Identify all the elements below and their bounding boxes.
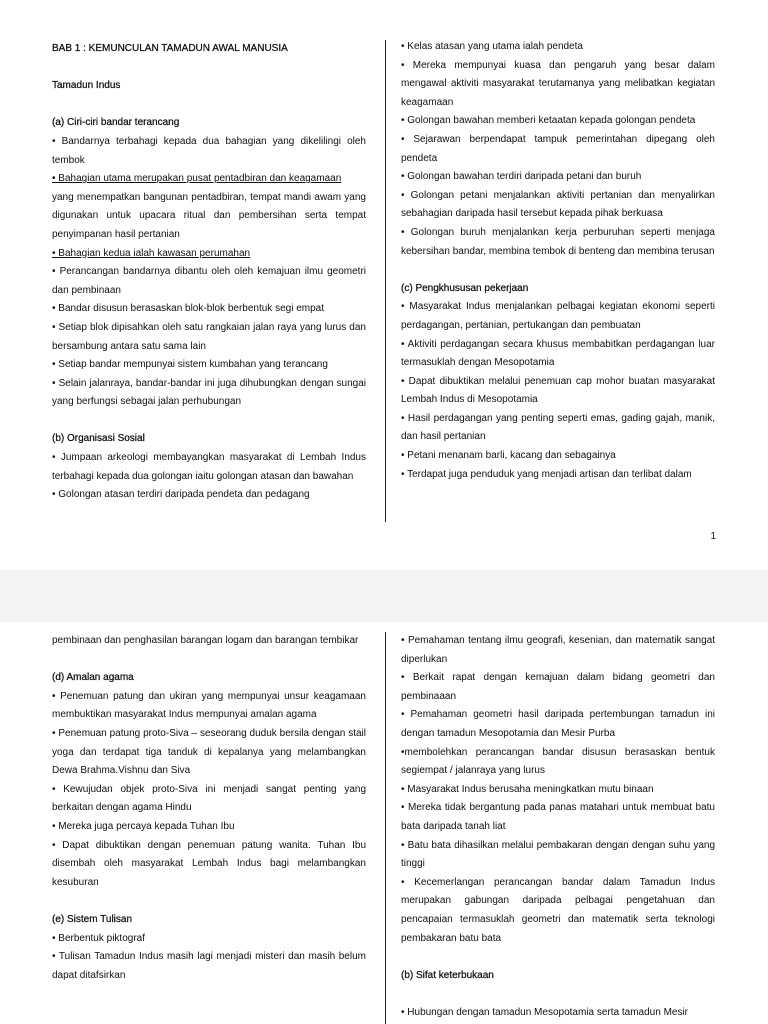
bullet-paragraph: • Setiap bandar mempunyai sistem kumbahan yang terancang [52, 359, 328, 371]
bullet-paragraph: • Petani menanam barli, kacang dan sebagainya [401, 450, 616, 462]
bullet-paragraph: yang menempatkan bangunan pentadbiran, tempat mandi awam yang digunakan untuk upacara ritual dan pembersihan serta tempat penyimpanan hasil pertanian [52, 191, 366, 240]
bullet-paragraph: • Kelas atasan yang utama ialah pendeta [401, 41, 583, 52]
bullet-paragraph: • Hubungan dengan tamadun Mesopotamia serta tamadun Mesir [401, 1006, 689, 1018]
section-heading: (d) Amalan agama [52, 672, 134, 684]
bullet-paragraph: pembinaan dan penghasilan barangan logam dan barangan tembikar [52, 635, 359, 646]
blank-line [401, 261, 715, 280]
section-heading: BAB 1 : KEMUNCULAN TAMADUN AWAL MANUSIA [52, 43, 288, 54]
page-2-left-column [52, 632, 366, 985]
bullet-paragraph: • Bandarnya terbahagi kepada dua bahagian yang dikelilingi oleh tembok [52, 135, 366, 166]
blank-line [52, 651, 366, 670]
bullet-paragraph: • Pemahaman geometri hasil daripada pertembungan tamadun ini dengan tamadun Mesopotamia dan Mesir Purba [401, 709, 715, 739]
bullet-paragraph: • Mereka mempunyai kuasa dan pengaruh yang besar dalam mengawal aktiviti masyarakat terutamanya yang melibatkan kegiatan keagamaan [401, 59, 715, 108]
bullet-paragraph: • Golongan buruh menjalankan kerja perburuhan seperti menjaga kebersihan bandar, membina tembok di benteng dan membina terusan [401, 226, 715, 257]
section-heading: (c) Pengkhususan pekerjaan [401, 282, 529, 294]
column-divider [385, 40, 386, 522]
bullet-paragraph: • Sejarawan berpendapat tampuk pemerintahan dipegang oleh pendeta [401, 133, 715, 164]
document-page-2 [0, 622, 768, 1024]
page-1-left-column [52, 40, 366, 505]
bullet-paragraph: • Masyarakat Indus berusaha meningkatkan mutu binaan [401, 783, 654, 795]
blank-line [52, 412, 366, 431]
bullet-paragraph: • Golongan atasan terdiri daripada pendeta dan pedagang [52, 489, 310, 501]
blank-line [401, 948, 715, 967]
section-heading: (a) Ciri-ciri bandar terancang [52, 117, 180, 129]
blank-line [401, 985, 715, 1004]
page-number: 1 [710, 531, 716, 542]
underlined-bullet [52, 170, 366, 189]
blank-line [52, 892, 366, 911]
bullet-paragraph: • Perancangan bandarnya dibantu oleh oleh kemajuan ilmu geometri dan pembinaan [52, 266, 366, 296]
bullet-paragraph: • Aktiviti perdagangan secara khusus membabitkan perdagangan luar termasuklah dengan Mesopotamia [401, 338, 715, 369]
bullet-paragraph: • Jumpaan arkeologi membayangkan masyarakat di Lembah Indus terbahagi kepada dua golongan iaitu golongan atasan dan bawahan [52, 452, 366, 482]
bullet-paragraph: • Kecemerlangan perancangan bandar dalam Tamadun Indus merupakan gabungan daripada pelbagai pengetahuan dan pencapaian termasuklah geometri dan matematik serta teknologi pembakaran batu bata [401, 876, 715, 944]
blank-line [52, 96, 366, 115]
bullet-paragraph: • Golongan bawahan memberi ketaatan kepada golongan pendeta [401, 115, 696, 127]
column-divider [385, 632, 386, 1024]
bullet-paragraph: • Golongan petani menjalankan aktiviti pertanian dan menyalirkan sebahagian daripada hasil tersebut kepada pihak berkuasa [401, 189, 715, 220]
underlined-text: • Bahagian utama merupakan pusat pentadbiran dan keagamaan [52, 173, 342, 185]
bullet-paragraph: • Setiap blok dipisahkan oleh satu rangkaian jalan raya yang lurus dan bersambung antara satu sama lain [52, 321, 366, 352]
bullet-paragraph: • Penemuan patung proto-Siva – seseorang duduk bersila dengan stail yoga dan terdapat tiga tanduk di kepalanya yang melambangkan Dewa Brahma.Vishnu dan Siva [52, 727, 366, 777]
bullet-paragraph: •membolehkan perancangan bandar disusun berasaskan bentuk segiempat / jalanraya yang lurus [401, 746, 715, 777]
blank-line [52, 59, 366, 78]
bullet-paragraph: • Mereka tidak bergantung pada panas matahari untuk membuat batu bata daripada tanah liat [401, 802, 715, 832]
bullet-paragraph: • Golongan bawahan terdiri daripada petani dan buruh [401, 171, 642, 183]
underlined-text: • Bahagian kedua ialah kawasan perumahan [52, 247, 251, 259]
bullet-paragraph: • Bandar disusun berasaskan blok-blok berbentuk segi empat [52, 303, 324, 315]
section-heading: Tamadun Indus [52, 80, 121, 92]
bullet-paragraph: • Terdapat juga penduduk yang menjadi artisan dan terlibat dalam [401, 468, 692, 480]
page-1-right-column [401, 38, 715, 484]
bullet-paragraph: • Penemuan patung dan ukiran yang mempunyai unsur keagamaan membuktikan masyarakat Indus mempunyai amalan agama [52, 690, 366, 721]
bullet-paragraph: • Mereka juga percaya kepada Tuhan Ibu [52, 820, 235, 832]
section-heading: (b) Organisasi Sosial [52, 433, 145, 445]
bullet-paragraph: • Masyarakat Indus menjalankan pelbagai kegiatan ekonomi seperti perdagangan, pertanian, pertukangan dan pembuatan [401, 301, 715, 331]
bullet-paragraph: • Tulisan Tamadun Indus masih lagi menjadi misteri dan masih belum dapat ditafsirkan [52, 951, 366, 981]
bullet-paragraph: • Berkait rapat dengan kemajuan dalam bidang geometri dan pembinaaan [401, 672, 715, 702]
bullet-paragraph: • Dapat dibuktikan dengan penemuan patung wanita. Tuhan Ibu disembah oleh masyarakat Lembah Indus bagi melambangkan kesuburan [52, 839, 366, 888]
section-heading: (b) Sifat keterbukaan [401, 969, 494, 981]
underlined-bullet [52, 245, 366, 264]
section-heading: (e) Sistem Tulisan [52, 913, 133, 925]
bullet-paragraph: • Selain jalanraya, bandar-bandar ini juga dihubungkan dengan sungai yang berfungsi sebagai jalan perhubungan [52, 377, 366, 408]
page-2-right-column [401, 632, 715, 1022]
bullet-paragraph: • Pemahaman tentang ilmu geografi, kesenian, dan matematik sangat diperlukan [401, 635, 715, 665]
bullet-paragraph: • Hasil perdagangan yang penting seperti emas, gading gajah, manik, dan hasil pertanian [401, 412, 715, 443]
bullet-paragraph: • Batu bata dihasilkan melalui pembakaran dengan dengan suhu yang tinggi [401, 839, 715, 870]
bullet-paragraph: • Kewujudan objek proto-Siva ini menjadi sangat penting yang berkaitan dengan agama Hindu [52, 783, 366, 814]
bullet-paragraph: • Berbentuk piktograf [52, 932, 145, 944]
bullet-paragraph: • Dapat dibuktikan melalui penemuan cap mohor buatan masyarakat Lembah Indus di Mesopotamia [401, 375, 715, 406]
